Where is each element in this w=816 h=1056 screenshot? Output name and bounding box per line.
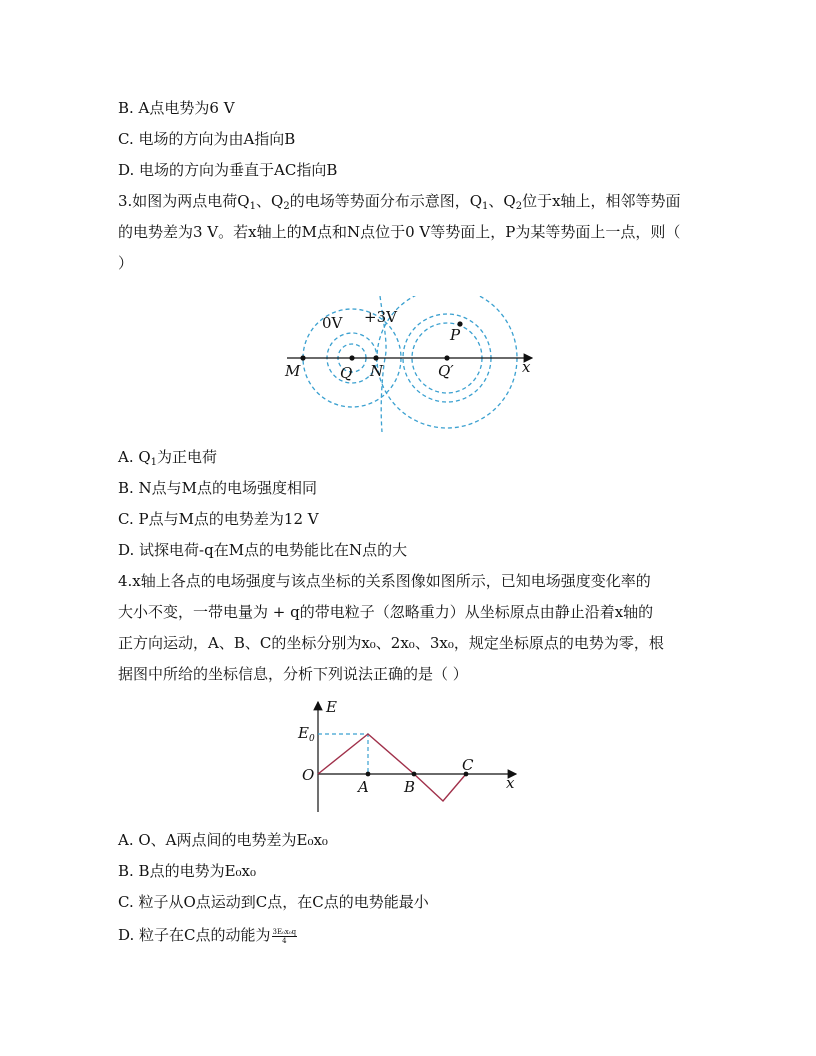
label-n: N [370, 362, 384, 380]
q3-option-b: B. N点与M点的电场强度相同 [118, 479, 318, 497]
q4-stem-line1: 4.x轴上各点的电场强度与该点坐标的关系图像如图所示，已知电场强度变化率的 [118, 572, 651, 590]
kinetic-energy-fraction: $\frac{\text{3E₀x₀q}}{4}$ [272, 927, 297, 945]
label-q2: Q′ [438, 362, 454, 380]
q4-option-b: B. B点的电势为E₀x₀ [118, 862, 257, 880]
q3-option-a: A. $Q_1$为正电荷 [118, 448, 218, 468]
point-m [300, 355, 305, 360]
q3-stem-line1: 3.如图为两点电荷$Q_1$、$Q_2$的电场等势面分布示意图，$Q_1$、$Q_2$位于x轴上，相邻等势面 [118, 192, 681, 212]
q3-option-c: C. P点与M点的电势差为12 V [118, 510, 319, 528]
label-x: x [506, 774, 515, 792]
point-q2 [444, 355, 449, 360]
q4-option-c: C. 粒子从O点运动到C点，在C点的电势能最小 [118, 893, 429, 911]
q4-stem-line2: 大小不变，一带电量为 + q的带电粒子（忽略重力）从坐标原点由静止沿着x轴的 [118, 603, 654, 621]
q2-option-b: B. A点电势为6 V [118, 99, 235, 117]
label-q1: Q [340, 364, 353, 382]
label-m: M [285, 362, 301, 380]
label-a: A [358, 778, 369, 796]
point-b [412, 772, 417, 777]
q2-option-c: C. 电场的方向为由A指向B [118, 130, 296, 148]
point-a [366, 772, 371, 777]
field-curve [318, 734, 466, 801]
q4-stem-line4: 据图中所给的坐标信息，分析下列说法正确的是（ ） [118, 665, 468, 683]
label-0v: 0V [322, 314, 343, 332]
label-c: C [462, 756, 474, 774]
label-e: E [326, 698, 337, 716]
q3-equipotential-figure [282, 296, 544, 434]
label-b: B [404, 778, 416, 796]
label-p: P [450, 326, 461, 344]
label-x: x [522, 358, 531, 376]
label-e0: $E_0$ [298, 724, 315, 744]
label-3v: +3V [364, 308, 397, 326]
q3-option-d: D. 试探电荷-q在M点的电势能比在N点的大 [118, 541, 408, 559]
q4-field-graph [290, 698, 526, 816]
point-n [373, 355, 378, 360]
q2-option-d: D. 电场的方向为垂直于AC指向B [118, 161, 338, 179]
q3-stem-line2: 的电势差为3 V。若x轴上的M点和N点位于0 V等势面上，P为某等势面上一点，则（ [118, 223, 681, 241]
q4-option-d: D. 粒子在C点的动能为 $\frac{\text{3E₀x₀q}}{4}$ [118, 926, 297, 945]
point-q1 [349, 355, 354, 360]
label-o: O [302, 766, 315, 784]
q4-option-a: A. O、A两点间的电势差为E₀x₀ [118, 831, 328, 849]
q3-stem-line3: ） [118, 254, 134, 272]
q4-stem-line3: 正方向运动，A、B、C的坐标分别为x₀、2x₀、3x₀，规定坐标原点的电势为零，根 [118, 634, 664, 652]
